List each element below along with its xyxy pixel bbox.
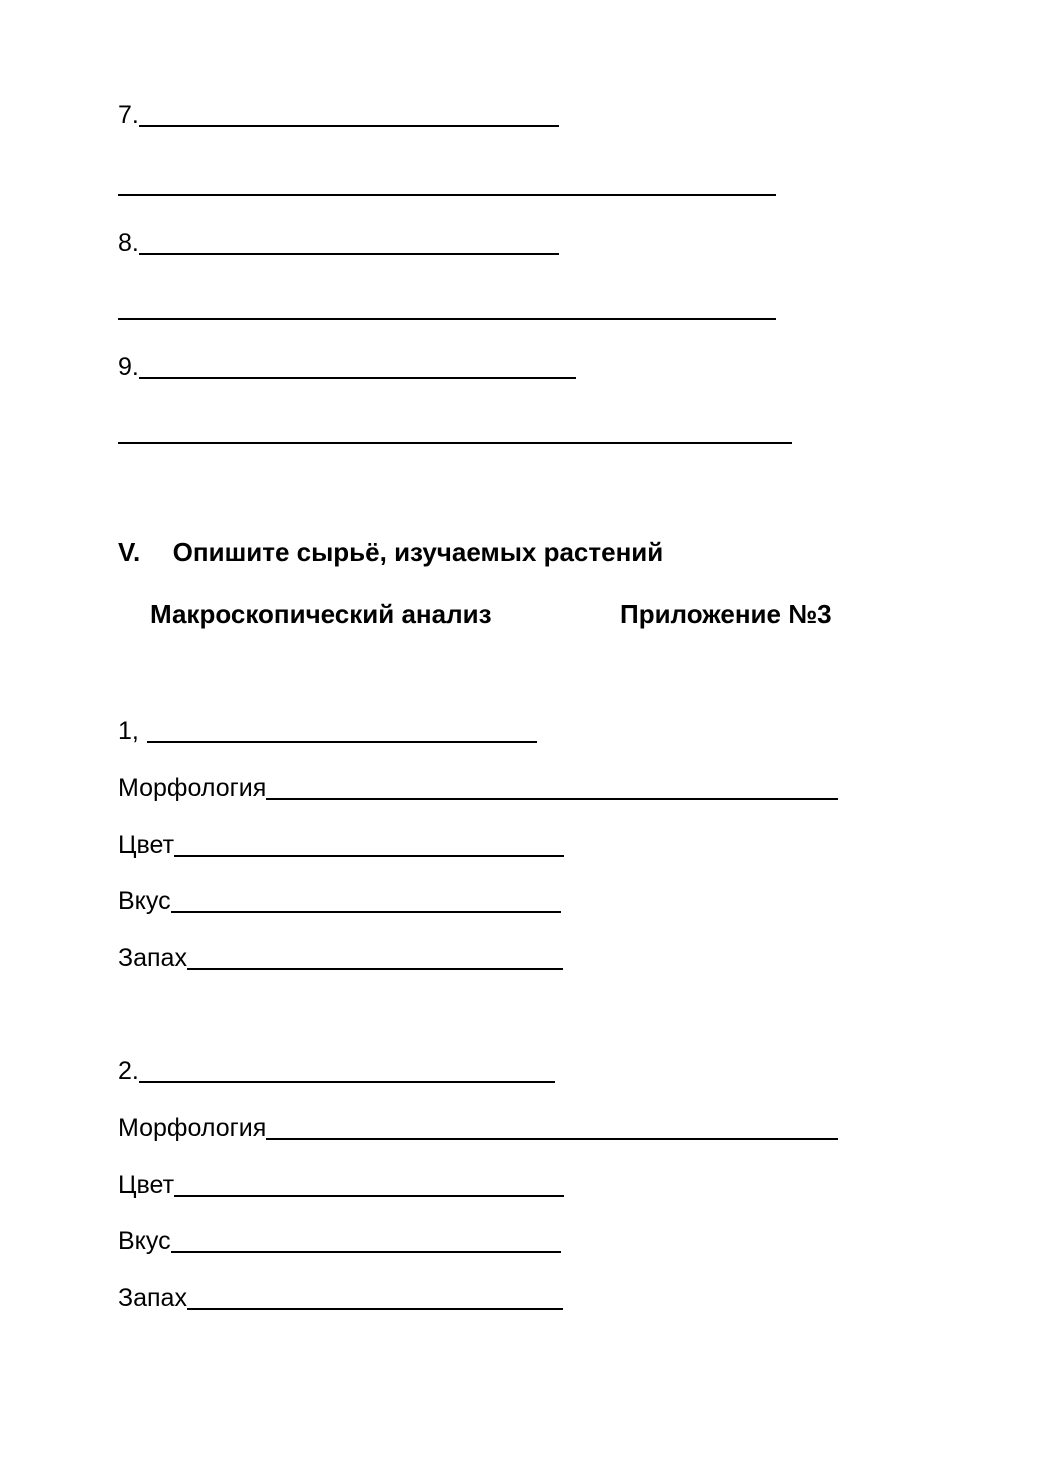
smell-label: Запах — [118, 1284, 187, 1312]
sample-1-smell-line — [118, 943, 563, 973]
color-blank[interactable] — [174, 833, 564, 857]
sample-1-color-line — [118, 830, 564, 860]
sample-1-taste-line — [118, 886, 561, 916]
item-number: 9. — [118, 353, 139, 381]
sample-2-taste-line — [118, 1226, 561, 1256]
taste-label: Вкус — [118, 887, 171, 915]
color-blank[interactable] — [174, 1173, 564, 1197]
sample-2-number-line — [118, 1056, 555, 1086]
subtitle-appendix: Приложение №3 — [620, 599, 832, 629]
section-title: Опишите сырьё, изучаемых растений — [172, 537, 664, 567]
subtitle-macroscopic-analysis: Макроскопический анализ — [150, 599, 492, 629]
section-roman-numeral: V. — [118, 537, 141, 567]
sample-1-number-line — [118, 716, 537, 746]
taste-label: Вкус — [118, 1227, 171, 1255]
sample-2-color-line — [118, 1170, 564, 1200]
sample-number: 1, — [118, 717, 139, 745]
item-number: 8. — [118, 229, 139, 257]
sample-1-morphology-line — [118, 773, 838, 803]
morphology-label: Морфология — [118, 774, 267, 802]
item-9-line — [118, 352, 576, 382]
answer-blank-continuation[interactable] — [118, 318, 776, 320]
section-heading — [118, 536, 663, 568]
morphology-blank[interactable] — [266, 1116, 838, 1140]
answer-blank[interactable] — [139, 103, 559, 127]
smell-blank[interactable] — [187, 1286, 563, 1310]
smell-blank[interactable] — [187, 946, 563, 970]
item-8-line — [118, 228, 559, 258]
color-label: Цвет — [118, 1171, 175, 1199]
morphology-label: Морфология — [118, 1114, 267, 1142]
answer-blank[interactable] — [139, 355, 576, 379]
answer-blank-continuation[interactable] — [118, 442, 792, 444]
sample-2-smell-line — [118, 1283, 563, 1313]
item-7-line — [118, 100, 559, 130]
taste-blank[interactable] — [171, 1229, 561, 1253]
smell-label: Запах — [118, 944, 187, 972]
sample-number: 2. — [118, 1057, 139, 1085]
item-number: 7. — [118, 101, 139, 129]
answer-blank-continuation[interactable] — [118, 194, 776, 196]
answer-blank[interactable] — [139, 231, 559, 255]
sample-name-blank[interactable] — [139, 1059, 555, 1083]
morphology-blank[interactable] — [266, 776, 838, 800]
sample-2-morphology-line — [118, 1113, 838, 1143]
taste-blank[interactable] — [171, 889, 561, 913]
color-label: Цвет — [118, 831, 175, 859]
sample-name-blank[interactable] — [147, 719, 537, 743]
